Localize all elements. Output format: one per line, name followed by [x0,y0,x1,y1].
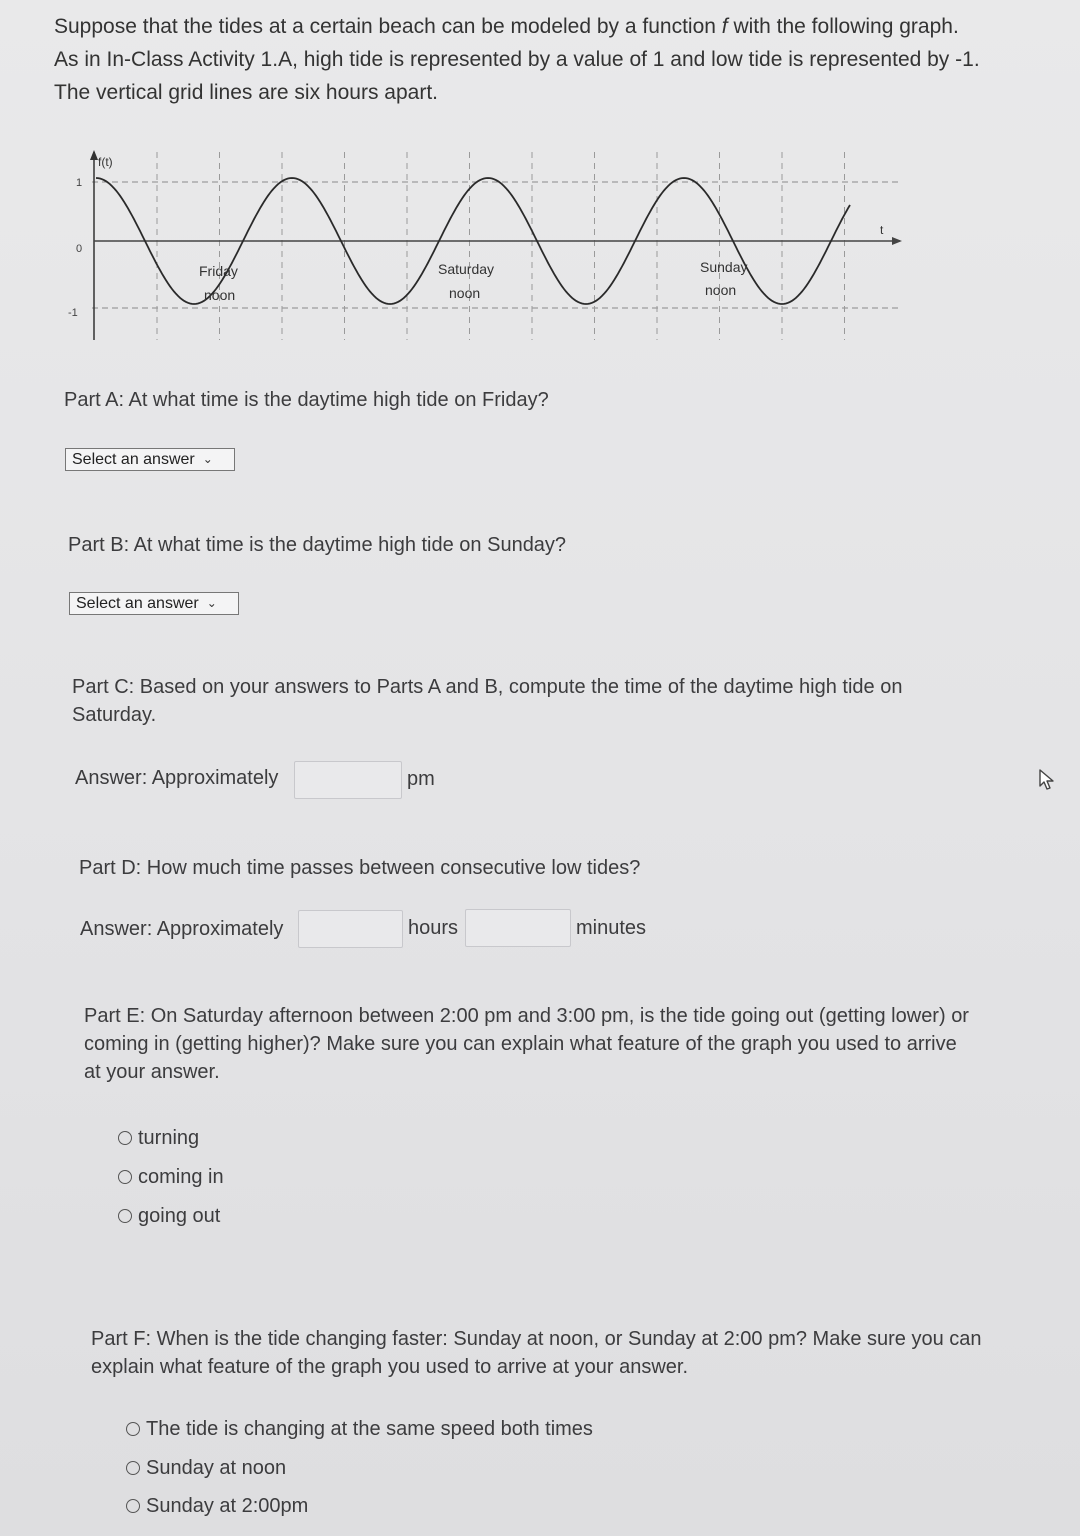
part-d-hours-unit: hours [408,917,459,939]
radio-icon[interactable] [118,1170,132,1184]
x-axis-label: t [880,223,884,237]
chevron-down-icon: ⌄ [206,596,217,610]
intro-line-3: The vertical grid lines are six hours apart. [54,81,438,104]
radio-icon[interactable] [126,1461,140,1475]
y-axis-label: f(t) [98,155,113,169]
sunday-label: Sunday [700,259,748,275]
intro-line-1: Suppose that the tides at a certain beach can be modeled by a function f with the following graph. [54,15,959,38]
y-tick-0: 0 [76,243,83,255]
function-symbol: f [721,15,728,38]
friday-noon-label: noon [204,287,236,303]
y-tick-1: 1 [76,177,83,189]
part-c-answer-input[interactable] [294,761,402,799]
part-d-answer-label: Answer: Approximately [80,918,284,940]
radio-icon[interactable] [126,1422,140,1436]
mouse-cursor-icon [1038,768,1058,792]
part-c-question: Part C: Based on your answers to Parts A and B, compute the time of the daytime high tide on Saturday. [72,676,903,726]
part-e-option-turning[interactable]: turning [118,1124,199,1152]
tide-graph [60,140,910,350]
part-e-question: Part E: On Saturday afternoon between 2:00 pm and 3:00 pm, is the tide going out (getting lower) or coming in (getting higher)? Make sure you can explain what feature of the graph you used to arrive at your answer. [84,1005,969,1083]
part-a-question: Part A: At what time is the daytime high tide on Friday? [64,389,549,411]
intro-line-2: As in In-Class Activity 1.A, high tide is represented by a value of 1 and low tide is represented by -1. [54,48,980,71]
y-axis-arrow [90,150,98,160]
part-d-minutes-input[interactable] [465,909,571,947]
part-b-select-label: Select an answer [76,595,199,612]
friday-label: Friday [199,263,238,279]
x-axis-arrow [892,237,902,245]
part-c-answer-label: Answer: Approximately [75,767,279,789]
radio-icon[interactable] [118,1209,132,1223]
part-d-minutes-unit: minutes [576,917,647,939]
part-d-question: Part D: How much time passes between consecutive low tides? [79,857,641,879]
part-f-question: Part F: When is the tide changing faster: Sunday at noon, or Sunday at 2:00 pm? Make sure you can explain what feature of the graph you used to arrive at your answer. [91,1328,982,1378]
part-a-select[interactable] [65,448,235,471]
part-f-option-sunday-2pm[interactable]: Sunday at 2:00pm [126,1492,308,1520]
part-e-option-going-out[interactable]: going out [118,1202,220,1230]
part-a-select-label: Select an answer [72,451,195,468]
radio-icon[interactable] [126,1499,140,1513]
y-tick-neg1: -1 [68,307,78,319]
saturday-label: Saturday [438,261,495,277]
part-f-option-same-speed[interactable]: The tide is changing at the same speed both times [126,1415,593,1443]
part-f-option-sunday-noon[interactable]: Sunday at noon [126,1454,286,1482]
part-b-question: Part B: At what time is the daytime high tide on Sunday? [68,534,567,556]
chevron-down-icon: ⌄ [202,452,213,466]
part-c-unit: pm [407,768,435,790]
radio-icon[interactable] [118,1131,132,1145]
part-b-select[interactable] [69,592,239,615]
part-d-hours-input[interactable] [298,910,403,948]
saturday-noon-label: noon [449,285,481,301]
part-e-option-coming-in[interactable]: coming in [118,1163,224,1191]
problem-intro [54,10,1034,109]
sunday-noon-label: noon [705,282,737,298]
vertical-grid-lines [157,152,845,340]
